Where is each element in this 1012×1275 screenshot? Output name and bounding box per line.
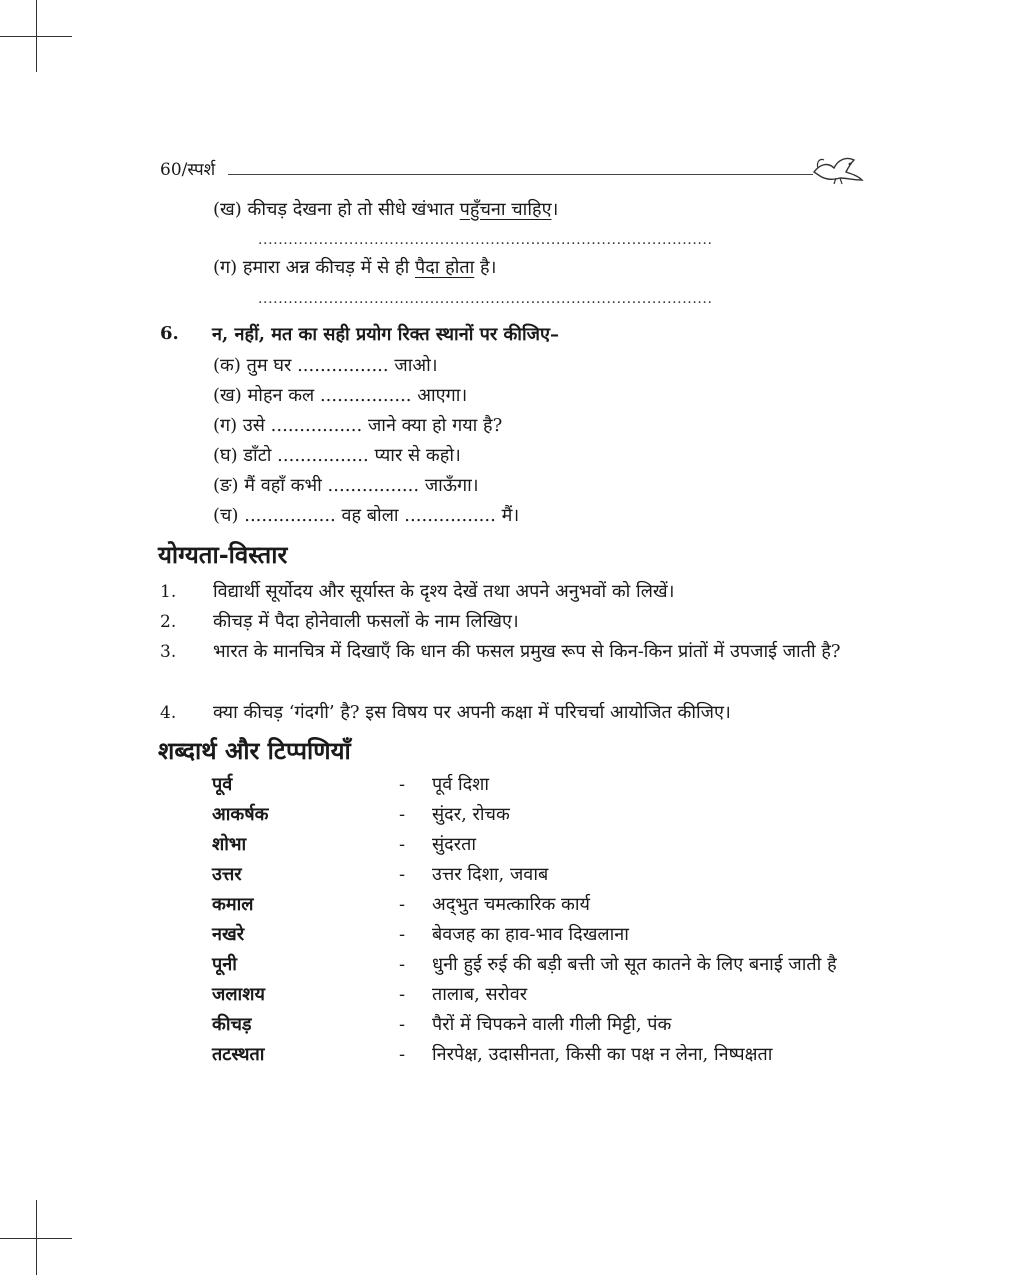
answer-blank-line: .......................................................................................... [258, 291, 713, 307]
item-text: हमारा अन्न कीचड़ में से ही [242, 257, 415, 278]
glossary-row [212, 1010, 872, 1040]
blank-item-ka [213, 354, 438, 378]
glossary-row [212, 860, 872, 890]
list-number: 4. [160, 703, 177, 723]
glossary-row [212, 800, 872, 830]
underlined-phrase: पहुँचना चाहिए [459, 199, 552, 220]
list-item: क्या कीचड़ ‘गंदगी’ है? इस विषय पर अपनी कक्षा में परिचर्चा आयोजित कीजिए। [213, 702, 731, 723]
glossary-row [212, 920, 872, 950]
blank-item-ga [213, 414, 502, 438]
glossary-dash: - [398, 864, 406, 885]
item-label: (ख) [213, 199, 242, 220]
header-rule [228, 174, 813, 175]
exercise-item-kha [213, 198, 558, 222]
glossary-dash: - [398, 1044, 406, 1065]
glossary-word: उत्तर [212, 864, 242, 885]
question-number: 6. [160, 323, 179, 344]
glossary-row [212, 830, 872, 860]
page-number-label: 60/स्पर्श [160, 160, 216, 180]
glossary-meaning: निरपेक्ष, उदासीनता, किसी का पक्ष न लेना, निष्पक्षता [432, 1044, 773, 1065]
underlined-phrase: पैदा होता [414, 257, 475, 278]
glossary-row [212, 770, 872, 800]
item-text: कीचड़ देखना हो तो सीधे खंभात [247, 199, 460, 220]
list-number: 2. [160, 612, 177, 632]
glossary-word: शोभा [212, 834, 247, 855]
list-item: भारत के मानचित्र में दिखाएँ कि धान की फसल प्रमुख रूप से किन-किन प्रांतों में उपजाई जाती है? [213, 641, 841, 662]
item-label: (क) [213, 355, 241, 376]
answer-blank-line: .......................................................................................... [258, 232, 713, 248]
glossary-meaning: सुंदर, रोचक [432, 804, 510, 825]
glossary-row [212, 890, 872, 920]
glossary-meaning: सुंदरता [432, 834, 477, 855]
item-text: मैं वहाँ कभी ................ जाऊँगा। [244, 475, 479, 496]
glossary-meaning: तालाब, सरोवर [432, 984, 528, 1005]
item-text-end: । [551, 199, 559, 220]
glossary-word: आकर्षक [212, 804, 269, 825]
glossary-meaning: पैरों में चिपकने वाली गीली मिट्टी, पंक [432, 1014, 672, 1035]
item-label: (ग) [213, 415, 238, 436]
glossary-row [212, 1040, 872, 1070]
glossary-word: पूर्व [212, 774, 233, 795]
item-text: उसे ................ जाने क्या हो गया है? [242, 415, 503, 436]
glossary-dash: - [398, 804, 406, 825]
list-number: 3. [160, 642, 177, 662]
item-text: मोहन कल ................ आएगा। [247, 385, 468, 406]
section-heading-yogyata: योग्यता-विस्तार [158, 540, 288, 569]
crop-mark-top-left-h [0, 36, 72, 37]
glossary-word: पूनी [212, 954, 237, 975]
glossary-meaning: धुनी हुई रुई की बड़ी बत्ती जो सूत कातने के लिए बनाई जाती है [432, 954, 837, 975]
item-label: (ग) [213, 257, 238, 278]
item-text: ................ वह बोला ................ मैं। [244, 505, 520, 526]
glossary-word: कमाल [212, 894, 254, 915]
blank-item-kha [213, 384, 467, 408]
glossary-meaning: पूर्व दिशा [432, 774, 490, 795]
item-label: (च) [213, 505, 239, 526]
item-label: (ङ) [213, 475, 239, 496]
glossary-dash: - [398, 984, 406, 1005]
question-title: न, नहीं, मत का सही प्रयोग रिक्त स्थानों पर कीजिए– [212, 324, 559, 345]
item-label: (घ) [213, 445, 238, 466]
glossary-dash: - [398, 924, 406, 945]
glossary-dash: - [398, 774, 406, 795]
glossary-word: नखरे [212, 924, 245, 945]
blank-item-cha [213, 504, 519, 528]
glossary-dash: - [398, 1014, 406, 1035]
section-heading-glossary: शब्दार्थ और टिप्पणियाँ [158, 736, 351, 765]
item-label: (ख) [213, 385, 242, 406]
item-text: डाँटो ................ प्यार से कहो। [243, 445, 461, 466]
glossary-dash: - [398, 894, 406, 915]
item-text: तुम घर ................ जाओ। [246, 355, 438, 376]
glossary-meaning: उत्तर दिशा, जवाब [432, 864, 549, 885]
list-item: विद्यार्थी सूर्योदय और सूर्यास्त के दृश्य देखें तथा अपने अनुभवों को लिखें। [213, 581, 675, 602]
item-text-end: है। [474, 257, 497, 278]
glossary-dash: - [398, 954, 406, 975]
crop-mark-bottom-left-h [0, 1238, 72, 1239]
list-item: कीचड़ में पैदा होनेवाली फसलों के नाम लिखिए। [213, 611, 519, 632]
glossary-meaning: बेवजह का हाव-भाव दिखलाना [432, 924, 629, 945]
list-number: 1. [160, 582, 177, 602]
blank-item-gha [213, 444, 461, 468]
glossary-row [212, 980, 872, 1010]
glossary-meaning: अद्‌भुत चमत्कारिक कार्य [432, 894, 590, 915]
blank-item-nga [213, 474, 479, 498]
glossary-table [212, 770, 872, 1070]
glossary-dash: - [398, 834, 406, 855]
glossary-word: जलाशय [212, 984, 265, 1005]
exercise-item-ga [213, 256, 496, 280]
glossary-row [212, 950, 872, 980]
glossary-word: तटस्थता [212, 1044, 265, 1065]
glossary-word: कीचड़ [212, 1014, 252, 1035]
bird-ornament-icon [810, 150, 864, 186]
